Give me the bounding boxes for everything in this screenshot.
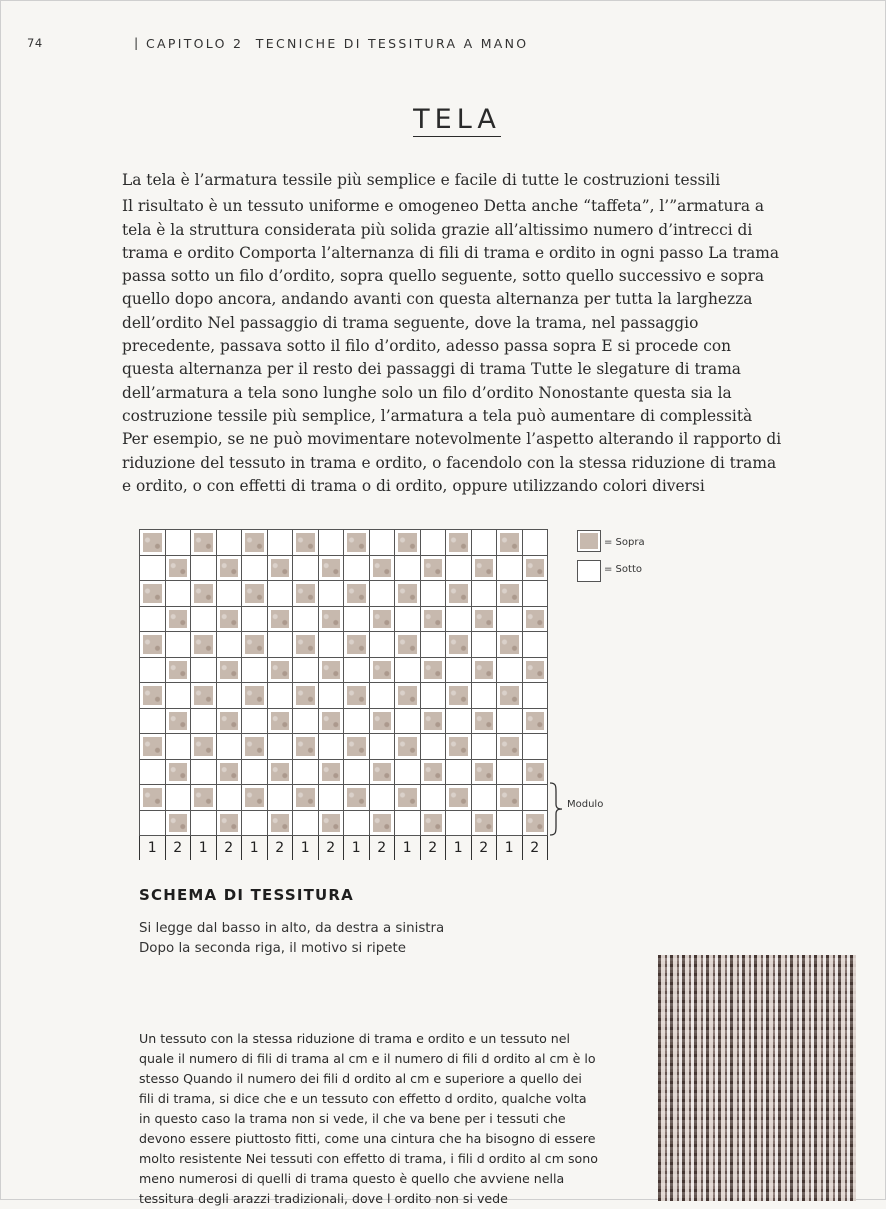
weave-cell-over xyxy=(421,811,447,837)
weave-cell-under xyxy=(319,530,345,556)
weave-cell-over xyxy=(395,683,421,709)
weave-cell-under xyxy=(319,683,345,709)
column-number: 2 xyxy=(523,836,549,860)
column-number: 1 xyxy=(191,836,217,860)
weave-cell-over xyxy=(268,760,294,786)
weave-cell-over xyxy=(497,632,523,658)
weave-cell-under xyxy=(472,683,498,709)
weave-cell-over xyxy=(497,785,523,811)
weave-cell-under xyxy=(217,683,243,709)
weave-cell-under xyxy=(344,760,370,786)
weave-cell-under xyxy=(421,530,447,556)
column-number: 2 xyxy=(217,836,243,860)
weave-cell-under xyxy=(191,709,217,735)
weave-cell-under xyxy=(166,734,192,760)
weave-cell-over xyxy=(523,709,549,735)
weave-cell-over xyxy=(523,811,549,837)
weave-cell-over xyxy=(497,581,523,607)
weave-cell-under xyxy=(421,734,447,760)
body-paragraph: Un tessuto con la stessa riduzione di trama e ordito e un tessuto nel quale il numero di fili di trama al cm e il numero di fili d ordito al cm è lo stesso Quando il numero dei fili d ordito al cm e superiore a quello dei fili di trama, si dice che e un tessuto con effetto d ordito, qualche volta in questo caso la trama non si vede, il che va bene per i tessuti che devono essere piuttosto fitti, come una cintura che ha bisogno di essere molto resistente Nei tessuti con effetto di trama, i fili d ordito al cm sono meno numerosi di quelli di trama questo è quello che avviene nella tessitura degli arazzi tradizionali, dove l ordito non si vede xyxy=(139,1031,598,1206)
weave-cell-over xyxy=(370,556,396,582)
weave-cell-over xyxy=(166,709,192,735)
chapter-separator: | xyxy=(134,35,141,50)
weave-cell-over xyxy=(370,658,396,684)
module-bracket-icon xyxy=(548,782,564,836)
weave-cell-under xyxy=(268,581,294,607)
weave-cell-over xyxy=(344,785,370,811)
weave-cell-under xyxy=(293,658,319,684)
weave-cell-over xyxy=(242,785,268,811)
weave-cell-over xyxy=(166,607,192,633)
weave-cell-over xyxy=(166,811,192,837)
weave-cell-over xyxy=(319,607,345,633)
weave-cell-under xyxy=(217,785,243,811)
weave-cell-over xyxy=(140,734,166,760)
weave-cell-over xyxy=(497,530,523,556)
fabric-sample-image xyxy=(658,955,856,1201)
weave-cell-under xyxy=(217,581,243,607)
weave-cell-over xyxy=(268,607,294,633)
column-number: 2 xyxy=(370,836,396,860)
weave-cell-over xyxy=(242,734,268,760)
weave-cell-under xyxy=(268,683,294,709)
weave-cell-under xyxy=(446,760,472,786)
weave-cell-over xyxy=(344,530,370,556)
weave-cell-over xyxy=(293,530,319,556)
weave-cell-under xyxy=(293,556,319,582)
weave-cell-over xyxy=(472,658,498,684)
weave-cell-under xyxy=(268,785,294,811)
weave-cell-under xyxy=(523,581,549,607)
weave-cell-over xyxy=(268,811,294,837)
weave-cell-over xyxy=(242,581,268,607)
weave-cell-under xyxy=(395,556,421,582)
weave-cell-under xyxy=(140,811,166,837)
weave-cell-over xyxy=(191,785,217,811)
weave-cell-over xyxy=(472,709,498,735)
weave-cell-over xyxy=(344,632,370,658)
weave-cell-over xyxy=(268,658,294,684)
module-label: Modulo xyxy=(567,799,604,810)
weave-cell-under xyxy=(319,632,345,658)
weave-cell-under xyxy=(446,658,472,684)
weave-cell-under xyxy=(344,556,370,582)
weave-cell-under xyxy=(268,734,294,760)
weave-cell-under xyxy=(421,683,447,709)
weave-cell-under xyxy=(191,658,217,684)
weave-cell-under xyxy=(242,607,268,633)
weave-cell-under xyxy=(293,607,319,633)
schema-note xyxy=(139,919,559,958)
weave-cell-under xyxy=(523,632,549,658)
weave-cell-over xyxy=(191,734,217,760)
weave-cell-over xyxy=(370,811,396,837)
weave-cell-under xyxy=(242,811,268,837)
weave-cell-under xyxy=(497,811,523,837)
weave-cell-over xyxy=(523,658,549,684)
weave-cell-over xyxy=(446,734,472,760)
weave-cell-over xyxy=(140,530,166,556)
weave-cell-over xyxy=(446,785,472,811)
weave-cell-over xyxy=(472,556,498,582)
column-number: 2 xyxy=(421,836,447,860)
weave-cell-over xyxy=(217,811,243,837)
schema-note-line-2: Dopo la seconda riga, il motivo si ripete xyxy=(139,940,406,956)
weave-cell-under xyxy=(497,556,523,582)
weave-cell-over xyxy=(166,556,192,582)
section-title-wrapper xyxy=(0,104,886,135)
weave-cell-under xyxy=(421,632,447,658)
weave-cell-over xyxy=(293,632,319,658)
weave-cell-over xyxy=(370,709,396,735)
section-title: TELA xyxy=(413,104,501,135)
weave-cell-under xyxy=(166,581,192,607)
weave-cell-over xyxy=(472,811,498,837)
weave-cell-under xyxy=(242,556,268,582)
weave-cell-under xyxy=(319,581,345,607)
weave-cell-over xyxy=(268,709,294,735)
weave-cell-under xyxy=(140,607,166,633)
weave-cell-under xyxy=(293,709,319,735)
weave-cell-over xyxy=(293,683,319,709)
weave-cell-over xyxy=(446,530,472,556)
weave-cell-under xyxy=(497,760,523,786)
weave-cell-under xyxy=(472,530,498,556)
legend-under-swatch xyxy=(577,560,601,582)
column-number: 1 xyxy=(293,836,319,860)
weave-cell-over xyxy=(446,683,472,709)
weave-cell-under xyxy=(140,709,166,735)
weave-cell-under xyxy=(268,530,294,556)
weave-cell-under xyxy=(523,683,549,709)
weave-cell-over xyxy=(523,607,549,633)
weave-cell-under xyxy=(242,658,268,684)
weave-cell-over xyxy=(242,683,268,709)
body-text xyxy=(139,1029,599,1209)
weave-cell-under xyxy=(344,607,370,633)
weave-cell-under xyxy=(497,658,523,684)
weave-cell-over xyxy=(217,709,243,735)
weave-cell-over xyxy=(395,530,421,556)
weave-cell-under xyxy=(395,607,421,633)
column-number: 2 xyxy=(268,836,294,860)
column-number: 2 xyxy=(166,836,192,860)
weave-cell-under xyxy=(217,530,243,556)
weave-cell-under xyxy=(166,785,192,811)
weave-cell-over xyxy=(140,581,166,607)
weave-cell-over xyxy=(319,556,345,582)
schema-heading: SCHEMA DI TESSITURA xyxy=(139,886,354,904)
column-number: 1 xyxy=(497,836,523,860)
weave-cell-under xyxy=(166,683,192,709)
page-number: 74 xyxy=(27,36,43,50)
weave-cell-under xyxy=(242,709,268,735)
column-number: 1 xyxy=(395,836,421,860)
weave-cell-over xyxy=(344,734,370,760)
weave-cell-under xyxy=(370,734,396,760)
weave-cell-over xyxy=(523,760,549,786)
chapter-title: CAPITOLO 2 TECNICHE DI TESSITURA A MANO xyxy=(146,36,529,51)
weave-cell-under xyxy=(395,658,421,684)
weave-cell-over xyxy=(370,607,396,633)
weave-cell-under xyxy=(472,632,498,658)
weave-cell-over xyxy=(523,556,549,582)
weave-cell-under xyxy=(446,556,472,582)
weave-cell-under xyxy=(523,734,549,760)
weave-cell-over xyxy=(166,760,192,786)
legend-over-swatch xyxy=(577,530,601,552)
legend-under-label: = Sotto xyxy=(604,564,642,575)
weave-cell-under xyxy=(191,556,217,582)
weave-cell-over xyxy=(395,785,421,811)
weave-cell-over xyxy=(191,632,217,658)
weave-cell-under xyxy=(472,785,498,811)
weave-cell-under xyxy=(319,785,345,811)
weave-cell-under xyxy=(395,709,421,735)
weave-cell-under xyxy=(217,734,243,760)
weave-cell-under xyxy=(370,785,396,811)
weave-cell-under xyxy=(472,581,498,607)
weave-cell-over xyxy=(395,581,421,607)
weave-cell-over xyxy=(140,632,166,658)
weave-cell-under xyxy=(370,683,396,709)
weave-cell-over xyxy=(191,683,217,709)
weave-cell-under xyxy=(140,556,166,582)
weave-cell-under xyxy=(140,760,166,786)
weave-cell-under xyxy=(140,658,166,684)
weave-cell-under xyxy=(395,811,421,837)
weave-cell-over xyxy=(472,760,498,786)
column-numbers xyxy=(139,836,548,860)
weave-cell-under xyxy=(166,632,192,658)
column-number: 2 xyxy=(319,836,345,860)
weave-cell-under xyxy=(497,709,523,735)
schema-note-line-1: Si legge dal basso in alto, da destra a sinistra xyxy=(139,921,445,936)
weave-cell-under xyxy=(344,658,370,684)
weave-cell-over xyxy=(140,785,166,811)
weave-cell-over xyxy=(268,556,294,582)
weave-cell-over xyxy=(395,734,421,760)
weave-cell-over xyxy=(421,556,447,582)
weave-cell-under xyxy=(293,760,319,786)
weave-diagram xyxy=(139,529,548,836)
weave-cell-over xyxy=(293,734,319,760)
weave-cell-under xyxy=(370,632,396,658)
weave-cell-under xyxy=(166,530,192,556)
intro-paragraph-1: La tela è l’armatura tessile più semplice e facile di tutte le costruzioni tessili xyxy=(122,171,721,189)
legend-over-label: = Sopra xyxy=(604,537,645,548)
running-head xyxy=(0,36,886,56)
weave-cell-under xyxy=(344,709,370,735)
weave-cell-over xyxy=(319,760,345,786)
weave-cell-over xyxy=(191,530,217,556)
weave-cell-over xyxy=(421,709,447,735)
weave-cell-over xyxy=(293,785,319,811)
intro-paragraph-2: Il risultato è un tessuto uniforme e omogeneo Detta anche “taffeta”, l’”armatura a tela è la struttura considerata più solida grazie all’altissimo numero d’intrecci di trama e ordito Comporta l’alternanza di fili di trama e ordito in ogni passo La trama passa sotto un filo d’ordito, sopra quello seguente, sotto quello successivo e sopra quello dopo ancora, andando avanti con questa alternanza per tutta la larghezza dell’ordito Nel passaggio di trama seguente, dove la trama, nel passaggio precedente, passava sotto il filo d’ordito, adesso passa sopra E si procede con questa alternanza per il resto dei passaggi di trama Tutte le slegature di trama dell’armatura a tela sono lunghe solo un filo d’ordito Nonostante questa sia la costruzione tessile più semplice, l’armatura a tela può aumentare di complessità Per esempio, se ne può movimentare notevolmente l’aspetto alterando il rapporto di riduzione del tessuto in trama e ordito, o facendolo con la stessa riduzione di trama e ordito, o con effetti di trama o di ordito, oppure utilizzando colori diversi xyxy=(122,197,782,495)
weave-cell-over xyxy=(446,581,472,607)
weave-cell-over xyxy=(395,632,421,658)
weave-cell-over xyxy=(166,658,192,684)
weave-cell-over xyxy=(217,658,243,684)
weave-cell-over xyxy=(191,581,217,607)
weave-cell-over xyxy=(421,607,447,633)
weave-cell-over xyxy=(497,734,523,760)
weave-cell-over xyxy=(370,760,396,786)
weave-cell-over xyxy=(242,632,268,658)
weave-cell-under xyxy=(191,607,217,633)
weave-cell-over xyxy=(421,658,447,684)
weave-cell-under xyxy=(293,811,319,837)
column-number: 1 xyxy=(446,836,472,860)
weave-cell-under xyxy=(191,760,217,786)
intro-text xyxy=(122,169,782,498)
weave-cell-under xyxy=(319,734,345,760)
weave-cell-under xyxy=(523,785,549,811)
weave-cell-over xyxy=(217,607,243,633)
weave-cell-over xyxy=(344,581,370,607)
weave-cell-under xyxy=(370,530,396,556)
weave-cell-under xyxy=(497,607,523,633)
weave-cell-under xyxy=(446,811,472,837)
weave-cell-over xyxy=(497,683,523,709)
weave-cell-under xyxy=(370,581,396,607)
weave-cell-over xyxy=(217,556,243,582)
weave-cell-under xyxy=(242,760,268,786)
column-number: 1 xyxy=(140,836,166,860)
column-number: 2 xyxy=(472,836,498,860)
weave-cell-over xyxy=(319,658,345,684)
weave-cell-under xyxy=(472,734,498,760)
weave-cell-under xyxy=(217,632,243,658)
weave-cell-under xyxy=(344,811,370,837)
weave-cell-over xyxy=(140,683,166,709)
weave-cell-under xyxy=(191,811,217,837)
weave-cell-over xyxy=(344,683,370,709)
weave-cell-under xyxy=(395,760,421,786)
column-number: 1 xyxy=(242,836,268,860)
weave-cell-under xyxy=(268,632,294,658)
weave-cell-under xyxy=(446,709,472,735)
weave-cell-over xyxy=(319,811,345,837)
weave-cell-over xyxy=(446,632,472,658)
weave-cell-under xyxy=(421,785,447,811)
weave-cell-under xyxy=(446,607,472,633)
weave-cell-under xyxy=(523,530,549,556)
weave-cell-over xyxy=(217,760,243,786)
weave-cell-over xyxy=(319,709,345,735)
weave-cell-over xyxy=(472,607,498,633)
weave-cell-over xyxy=(421,760,447,786)
column-number: 1 xyxy=(344,836,370,860)
weave-cell-over xyxy=(293,581,319,607)
weave-cell-over xyxy=(242,530,268,556)
weave-cell-under xyxy=(421,581,447,607)
